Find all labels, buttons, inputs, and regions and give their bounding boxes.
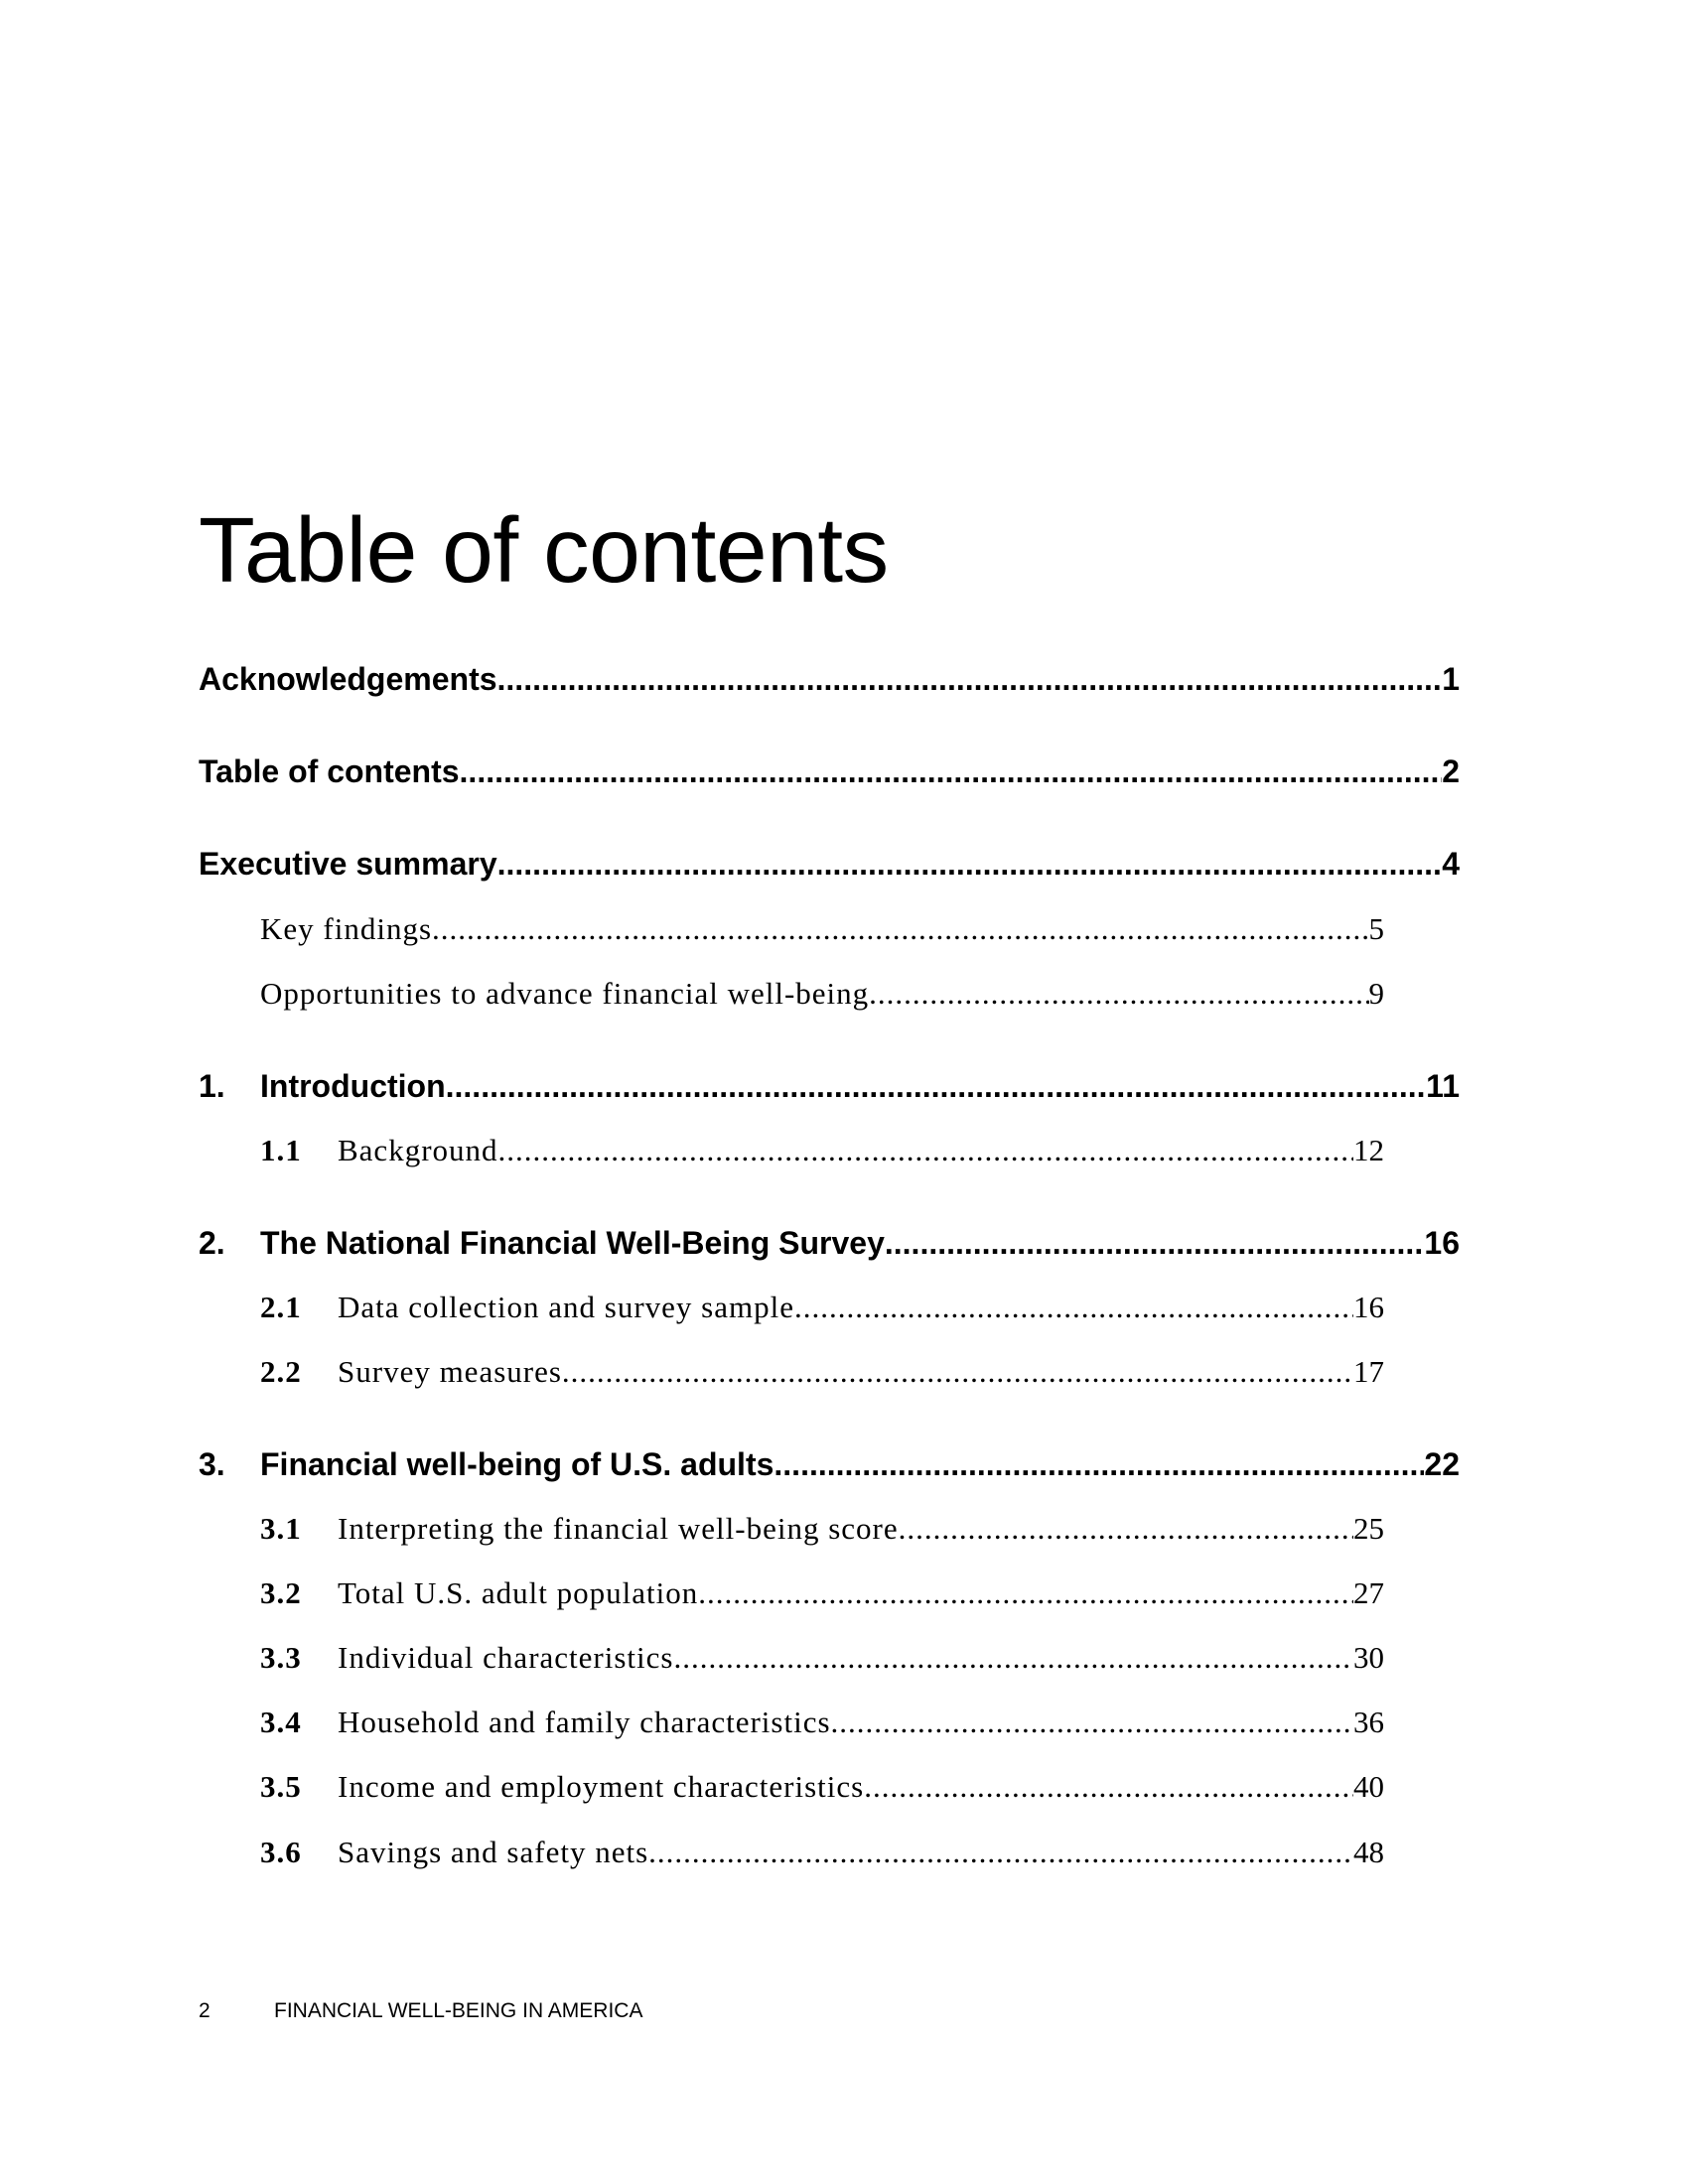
toc-entry-label: Savings and safety nets [338,1835,649,1869]
toc-entry-label: Household and family characteristics [338,1705,831,1739]
toc-page-number: 1 [1442,661,1460,697]
toc-entry-interpreting-score[interactable] [260,1509,1384,1549]
toc-dot-leader [698,1573,1353,1613]
toc-page-number: 36 [1353,1705,1384,1739]
toc-dot-leader [864,1767,1353,1807]
toc-page-number: 27 [1353,1575,1384,1610]
toc-section-number: 1.1 [260,1133,302,1167]
toc-entry-savings-safety-nets[interactable] [260,1833,1384,1872]
toc-entry-survey[interactable] [199,1222,1460,1264]
toc-entry-executive-summary[interactable] [199,843,1460,885]
toc-page-number: 5 [1368,911,1384,946]
toc-entry-total-population[interactable] [260,1573,1384,1613]
toc-entry-opportunities[interactable] [260,974,1384,1014]
toc-page-number: 40 [1353,1769,1384,1804]
toc-page-number: 17 [1353,1354,1384,1389]
toc-page-number: 11 [1426,1068,1460,1104]
toc-entry-survey-measures[interactable] [260,1352,1384,1392]
toc-section-number: 2.2 [260,1354,302,1389]
toc-entry-label: Executive summary [199,846,497,882]
toc-section-number: 3.5 [260,1769,302,1804]
toc-page-number: 25 [1353,1511,1384,1546]
toc-entry-household-characteristics[interactable] [260,1703,1384,1742]
toc-entry-table-of-contents[interactable] [199,751,1460,792]
toc-entry-acknowledgements[interactable] [199,658,1460,700]
toc-section-number: 3.6 [260,1835,302,1869]
toc-section-number: 2. [199,1225,225,1261]
toc-dot-leader [498,1131,1353,1170]
toc-entry-label: Key findings [260,911,433,946]
toc-dot-leader [885,1222,1425,1264]
toc-entry-label: Financial well-being of U.S. adults [260,1446,774,1482]
toc-section-number: 3.1 [260,1511,302,1546]
toc-entry-data-collection[interactable] [260,1288,1384,1327]
toc-entry-introduction[interactable] [199,1065,1460,1107]
toc-entry-label: Acknowledgements [199,661,497,697]
toc-dot-leader [869,974,1368,1014]
toc-entry-income-employment[interactable] [260,1767,1384,1807]
toc-entry-label: Opportunities to advance financial well-being [260,976,870,1011]
toc-section-number: 1. [199,1068,225,1104]
toc-entry-label: Data collection and survey sample [338,1290,794,1324]
toc-entry-financial-well-being[interactable] [199,1443,1460,1485]
toc-entry-individual-characteristics[interactable] [260,1638,1384,1678]
toc-page-number: 48 [1353,1835,1384,1869]
toc-dot-leader [460,751,1443,792]
toc-entry-background[interactable] [260,1131,1384,1170]
footer-page-number: 2 [199,1999,211,2022]
toc-entry-label: Interpreting the financial well-being score [338,1511,899,1546]
toc-section-number: 3.4 [260,1705,302,1739]
toc-entry-label: Total U.S. adult population [338,1575,699,1610]
toc-page-number: 12 [1353,1133,1384,1167]
toc-section-number: 2.1 [260,1290,302,1324]
toc-dot-leader [831,1703,1353,1742]
toc-section-number: 3.3 [260,1640,302,1675]
page-title: Table of contents [199,498,889,602]
toc-entry-key-findings[interactable] [260,909,1384,949]
toc-page-number: 16 [1353,1290,1384,1324]
toc-dot-leader [648,1833,1353,1872]
toc-page-number: 9 [1368,976,1384,1011]
toc-entry-label: Introduction [260,1068,446,1104]
toc-dot-leader [899,1509,1353,1549]
toc-dot-leader [673,1638,1353,1678]
toc-page-number: 4 [1442,846,1460,882]
toc-entry-label: Survey measures [338,1354,562,1389]
toc-dot-leader [432,909,1368,949]
toc-entry-label: Background [338,1133,498,1167]
toc-page-number: 16 [1424,1225,1460,1261]
toc-entry-label: The National Financial Well-Being Survey [260,1225,885,1261]
toc-page-number: 22 [1424,1446,1460,1482]
toc-dot-leader [562,1352,1353,1392]
toc-section-number: 3. [199,1446,225,1482]
toc-dot-leader [794,1288,1353,1327]
toc-dot-leader [497,843,1443,885]
toc-dot-leader [497,658,1443,700]
toc-section-number: 3.2 [260,1575,302,1610]
footer-document-title: FINANCIAL WELL-BEING IN AMERICA [274,1999,643,2022]
toc-dot-leader [774,1443,1424,1485]
toc-entry-label: Table of contents [199,753,460,789]
toc-entry-label: Individual characteristics [338,1640,674,1675]
toc-entry-label: Income and employment characteristics [338,1769,865,1804]
toc-page-number: 2 [1442,753,1460,789]
toc-dot-leader [446,1065,1427,1107]
toc-page-number: 30 [1353,1640,1384,1675]
